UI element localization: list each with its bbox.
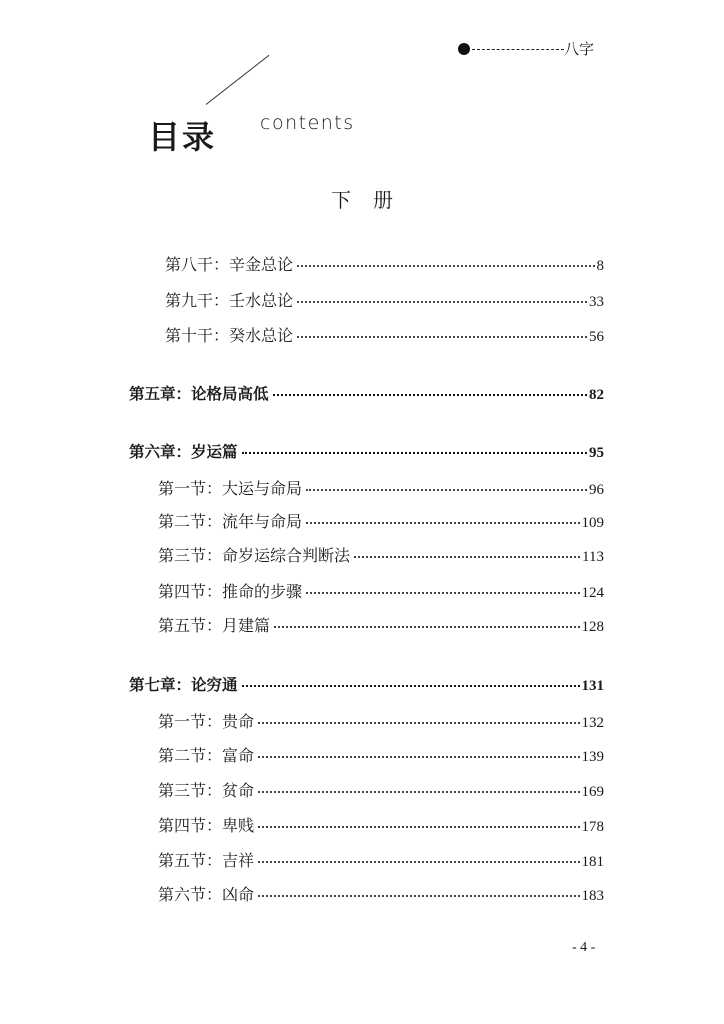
toc-entry-page: 8 <box>596 258 604 274</box>
toc-leader-dots <box>258 895 579 897</box>
toc-leader-dots <box>274 626 579 628</box>
toc-leader-dots <box>258 791 579 793</box>
toc-entry-page: 132 <box>581 715 604 731</box>
logo-mulu-text: 目录 <box>148 118 217 156</box>
toc-entry-page: 96 <box>589 482 604 498</box>
toc-entry-page: 139 <box>581 749 604 765</box>
toc-leader-dots <box>306 592 579 594</box>
toc-entry-page: 124 <box>581 585 604 601</box>
toc-leader-dots <box>306 522 579 524</box>
page-number: - 4 - <box>572 940 596 955</box>
bullet-dot-icon <box>458 43 470 55</box>
toc-entry[interactable] <box>158 509 604 532</box>
toc-entry[interactable] <box>165 323 604 346</box>
toc-chapter-page: 95 <box>589 445 604 461</box>
toc-chapter-label: 第七章：论穷通 <box>129 676 238 694</box>
toc-chapter[interactable] <box>129 382 604 404</box>
header-dashed-rule <box>472 49 564 50</box>
toc-entry[interactable] <box>158 813 604 836</box>
toc-entry[interactable] <box>158 476 604 499</box>
toc-entry-label: 第三节：贫命 <box>158 781 255 800</box>
toc-leader-dots <box>306 489 587 491</box>
toc-entry-page: 109 <box>581 515 604 531</box>
toc-entry[interactable] <box>158 709 604 732</box>
toc-leader-dots <box>258 756 579 758</box>
toc-chapter-label: 第五章：论格局高低 <box>129 385 269 403</box>
toc-entry-label: 第九干：壬水总论 <box>165 291 294 310</box>
toc-entry[interactable] <box>165 252 604 275</box>
logo-contents-text: contents <box>260 112 355 134</box>
toc-entry-label: 第二节：富命 <box>158 746 255 765</box>
toc-entry-label: 第六节：凶命 <box>158 885 255 904</box>
toc-leader-dots <box>354 556 580 558</box>
toc-entry[interactable] <box>158 579 604 602</box>
toc-entry-label: 第五节：月建篇 <box>158 616 271 635</box>
toc-entry[interactable] <box>158 848 604 871</box>
toc-entry[interactable] <box>158 613 604 636</box>
toc-entry-page: 178 <box>581 819 604 835</box>
toc-chapter-label: 第六章：岁运篇 <box>129 443 238 461</box>
toc-chapter[interactable] <box>129 673 604 695</box>
toc-leader-dots <box>297 301 587 303</box>
toc-entry-page: 128 <box>581 619 604 635</box>
toc-entry-label: 第一节：大运与命局 <box>158 479 303 498</box>
logo-slash-line <box>206 55 270 105</box>
toc-leader-dots <box>297 265 594 267</box>
toc-chapter-page: 131 <box>581 678 604 694</box>
toc-entry[interactable] <box>158 778 604 801</box>
toc-entry-label: 第四节：卑贱 <box>158 816 255 835</box>
toc-entry[interactable] <box>158 543 604 566</box>
toc-leader-dots <box>258 826 579 828</box>
toc-leader-dots <box>297 336 587 338</box>
toc-chapter-page: 82 <box>589 387 604 403</box>
toc-entry-page: 169 <box>581 784 604 800</box>
toc-entry-label: 第三节：命岁运综合判断法 <box>158 546 351 565</box>
toc-entry-label: 第五节：吉祥 <box>158 851 255 870</box>
toc-entry[interactable] <box>158 882 604 905</box>
toc-leader-dots <box>258 861 579 863</box>
toc-leader-dots <box>242 452 587 454</box>
header-title: 八字 <box>564 40 595 58</box>
toc-entry[interactable] <box>165 288 604 311</box>
toc-entry-label: 第一节：贵命 <box>158 712 255 731</box>
toc-leader-dots <box>242 685 580 687</box>
toc-entry-label: 第四节：推命的步骤 <box>158 582 303 601</box>
toc-entry-page: 56 <box>589 329 604 345</box>
toc-entry-label: 第二节：流年与命局 <box>158 512 303 531</box>
toc-entry-label: 第十干：癸水总论 <box>165 326 294 345</box>
toc-entry-page: 181 <box>581 854 604 870</box>
toc-entry[interactable] <box>158 743 604 766</box>
toc-leader-dots <box>258 722 579 724</box>
contents-logo <box>148 100 388 160</box>
toc-entry-page: 33 <box>589 294 604 310</box>
running-header <box>458 38 594 59</box>
volume-title: 下册 <box>331 188 415 212</box>
toc-leader-dots <box>273 394 587 396</box>
toc-entry-label: 第八干：辛金总论 <box>165 255 294 274</box>
toc-entry-page: 183 <box>581 888 604 904</box>
toc-chapter[interactable] <box>129 440 604 462</box>
toc-entry-page: 113 <box>582 549 604 565</box>
